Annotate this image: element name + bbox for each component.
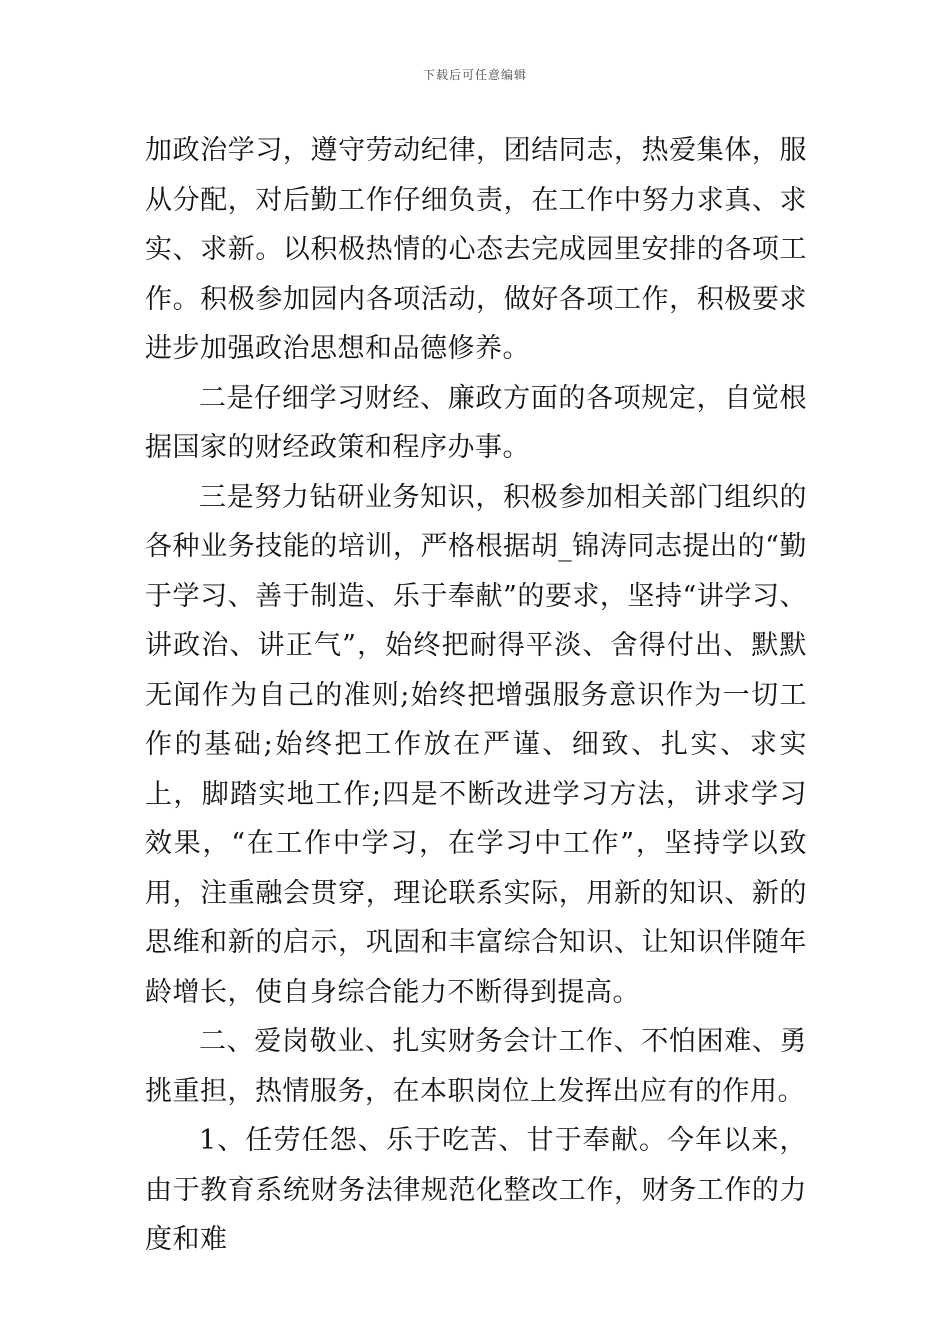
document-body xyxy=(145,126,807,1265)
header-note: 下载后可任意编辑 xyxy=(422,68,527,82)
paragraph-3: 三是努力钻研业务知识，积极参加相关部门组织的各种业务技能的培训，严格根据胡_锦涛同志提出的“勤于学习、善于制造、乐于奉献”的要求，坚持“讲学习、讲政治、讲正气”，始终把耐得平淡、舍得付出、默默无闻作为自己的准则;始终把增强服务意识作为一切工作的基础;始终把工作放在严谨、细致、扎实、求实上，脚踏实地工作;四是不断改进学习方法，讲求学习效果，“在工作中学习，在学习中工作”，坚持学以致用，注重融会贯穿，理论联系实际，用新的知识、新的思维和新的启示，巩固和丰富综合知识、让知识伴随年龄增长，使自身综合能力不断得到提高。 xyxy=(145,481,807,1008)
paragraph-1: 加政治学习，遵守劳动纪律，团结同志，热爱集体，服从分配，对后勤工作仔细负责，在工作中努力求真、求实、求新。以积极热情的心态去完成园里安排的各项工作。积极参加园内各项活动，做好各项工作，积极要求进步加强政治思想和品德修养。 xyxy=(145,135,807,364)
paragraph-5: 1、任劳任怨、乐于吃苦、甘于奉献。今年以来，由于教育系统财务法律规范化整改工作，财务工作的力度和难 xyxy=(145,1125,807,1255)
paragraph-2: 二是仔细学习财经、廉政方面的各项规定，自觉根据国家的财经政策和程序办事。 xyxy=(145,382,807,463)
paragraph-4: 二、爱岗敬业、扎实财务会计工作、不怕困难、勇挑重担，热情服务，在本职岗位上发挥出应有的作用。 xyxy=(145,1026,807,1107)
